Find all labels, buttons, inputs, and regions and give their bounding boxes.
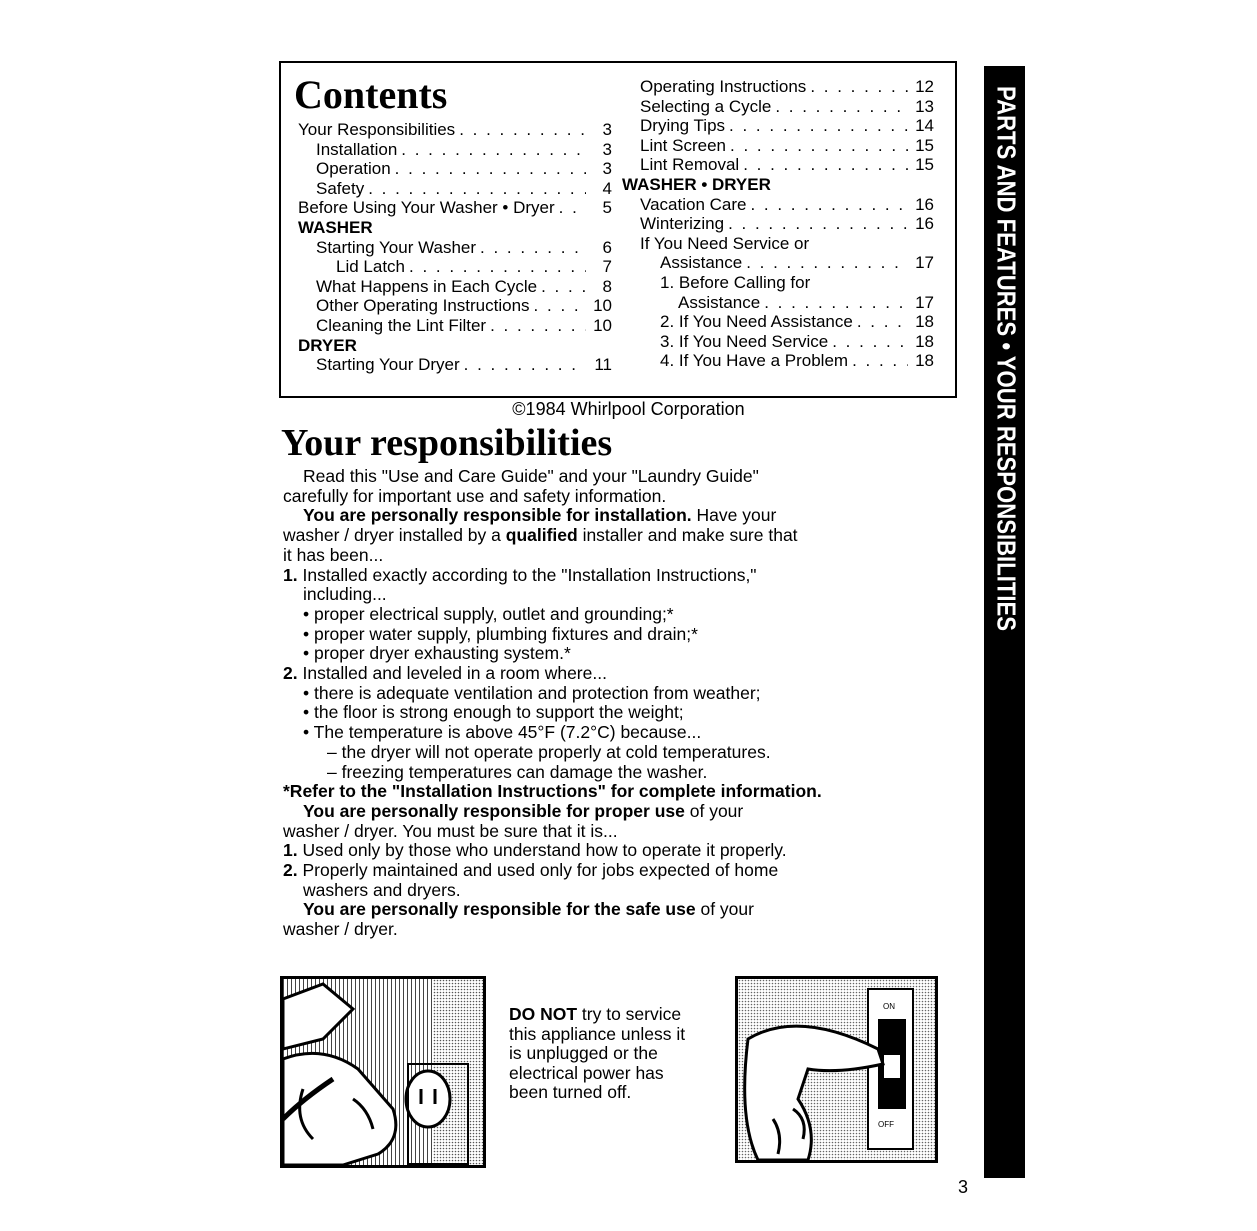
warning-line bbox=[509, 1025, 685, 1045]
text-segment: it has been... bbox=[283, 544, 384, 565]
toc-entry-title: Starting Your Washer bbox=[316, 237, 477, 257]
toc-leader-dots bbox=[534, 296, 586, 316]
switch-off-label: OFF bbox=[878, 1120, 894, 1129]
text-segment: of your bbox=[695, 899, 754, 920]
text-segment: Installed and leveled in a room where... bbox=[297, 663, 607, 683]
toc-leader-dots bbox=[368, 179, 586, 199]
toc-leader-dots bbox=[401, 140, 586, 160]
text-segment: washers and dryers. bbox=[303, 879, 461, 900]
paragraph-line bbox=[303, 899, 754, 919]
switch-on-label: ON bbox=[883, 1002, 895, 1011]
toc-entry bbox=[316, 179, 612, 199]
text-segment: Used only by those who understand how to operate it properly. bbox=[297, 840, 787, 861]
toc-entry-page: 7 bbox=[602, 257, 612, 277]
text-segment: DO NOT bbox=[509, 1004, 578, 1024]
paragraph-line bbox=[303, 584, 387, 604]
toc-leader-dots bbox=[409, 257, 586, 277]
toc-entry bbox=[316, 159, 612, 179]
toc-leader-dots bbox=[775, 97, 908, 117]
power-switch-icon bbox=[738, 979, 935, 1160]
paragraph-line bbox=[283, 486, 666, 506]
text-segment: of your bbox=[684, 800, 744, 821]
toc-entry-page: 14 bbox=[915, 116, 934, 136]
toc-leader-dots bbox=[728, 214, 908, 234]
paragraph-line bbox=[303, 702, 684, 722]
toc-entry bbox=[298, 336, 612, 356]
toc-leader-dots bbox=[743, 155, 908, 175]
toc-leader-dots bbox=[490, 316, 586, 336]
toc-entry-page: 12 bbox=[915, 77, 934, 96]
text-segment: this appliance unless it bbox=[509, 1023, 686, 1044]
toc-entry-page: 18 bbox=[915, 351, 934, 371]
text-segment: – freezing temperatures can damage the washer. bbox=[327, 761, 708, 782]
contents-title: Contents bbox=[294, 72, 448, 117]
toc-entry-title: Drying Tips bbox=[640, 116, 726, 136]
toc-entry-title: 1. Before Calling for bbox=[660, 273, 811, 292]
toc-entry-title: Vacation Care bbox=[640, 194, 747, 214]
toc-entry-title: Lint Screen bbox=[640, 135, 726, 155]
paragraph-line bbox=[283, 840, 787, 860]
paragraph-line bbox=[303, 801, 743, 821]
text-segment: 2. bbox=[283, 860, 298, 880]
toc-entry-page: 18 bbox=[915, 331, 934, 351]
toc-entry bbox=[640, 97, 934, 117]
paragraph-line bbox=[303, 466, 759, 486]
toc-leader-dots bbox=[464, 355, 586, 375]
toc-entry-title: Lid Latch bbox=[336, 257, 405, 277]
toc-leader-dots bbox=[480, 238, 586, 258]
toc-entry bbox=[660, 312, 934, 332]
toc-entry-page: 16 bbox=[915, 194, 934, 214]
toc-entry bbox=[640, 77, 934, 97]
text-segment: • the floor is strong enough to support the weight; bbox=[303, 702, 684, 723]
toc-entry-page: 5 bbox=[602, 198, 612, 218]
text-segment: • proper dryer exhausting system.* bbox=[303, 643, 571, 664]
toc-leader-dots bbox=[395, 159, 586, 179]
toc-entry bbox=[640, 136, 934, 156]
toc-entry bbox=[640, 116, 934, 136]
text-segment: You are personally responsible for installation. bbox=[303, 505, 692, 526]
toc-entry bbox=[298, 198, 612, 218]
text-segment: try to service bbox=[577, 1004, 682, 1024]
toc-entry-page: 3 bbox=[602, 120, 612, 139]
toc-leader-dots bbox=[459, 120, 586, 140]
toc-leader-dots bbox=[832, 332, 908, 352]
toc-entry bbox=[660, 351, 934, 371]
text-segment: • The temperature is above 45°F (7.2°C) because... bbox=[303, 722, 702, 743]
toc-leader-dots bbox=[750, 195, 908, 215]
toc-leader-dots bbox=[730, 136, 908, 156]
text-segment: washer / dryer. bbox=[283, 919, 398, 940]
toc-entry bbox=[298, 218, 612, 238]
paragraph-line bbox=[283, 821, 618, 841]
toc-entry-title: If You Need Service or bbox=[640, 233, 810, 253]
text-segment: • proper electrical supply, outlet and grounding;* bbox=[303, 603, 674, 624]
text-segment: Read this "Use and Care Guide" and your "Laundry Guide" bbox=[303, 466, 759, 486]
paragraph-line bbox=[303, 643, 571, 663]
paragraph-line bbox=[327, 742, 771, 762]
toc-entry bbox=[678, 293, 934, 313]
toc-entry-title: Before Using Your Washer • Dryer bbox=[298, 198, 555, 218]
text-segment: installer and make sure that bbox=[577, 525, 798, 546]
toc-entry bbox=[640, 234, 934, 254]
toc-entry-title: Installation bbox=[316, 139, 398, 159]
toc-entry-page: 8 bbox=[602, 276, 612, 296]
side-tab bbox=[984, 66, 1025, 1178]
toc-entry-title: Assistance bbox=[678, 292, 761, 312]
toc-entry-title: Other Operating Instructions bbox=[316, 296, 530, 316]
toc-entry bbox=[640, 195, 934, 215]
text-segment: • proper water supply, plumbing fixtures and drain;* bbox=[303, 623, 698, 644]
text-segment: is unplugged or the bbox=[509, 1043, 658, 1063]
toc-entry-title: Safety bbox=[316, 178, 365, 198]
toc-entry-page: 15 bbox=[915, 155, 934, 175]
toc-entry-page: 11 bbox=[594, 355, 612, 375]
text-segment: washer / dryer. You must be sure that it is... bbox=[283, 820, 618, 841]
warning-line bbox=[509, 1083, 685, 1103]
paragraph-line bbox=[303, 880, 461, 900]
toc-entry bbox=[316, 296, 612, 316]
toc-entry-page: 16 bbox=[915, 214, 934, 234]
toc-entry-page: 13 bbox=[915, 96, 934, 116]
toc-entry-title: 4. If You Have a Problem bbox=[660, 351, 849, 371]
text-segment: 1. bbox=[283, 840, 298, 861]
toc-leader-dots bbox=[729, 116, 908, 136]
toc-entry-page: 3 bbox=[602, 139, 612, 159]
toc-entry-title: WASHER • DRYER bbox=[622, 175, 771, 194]
toc-entry-page: 10 bbox=[593, 316, 612, 335]
text-segment: carefully for important use and safety information. bbox=[283, 485, 667, 506]
toc-entry-title: Your Responsibilities bbox=[298, 120, 456, 139]
toc-entry-title: 2. If You Need Assistance bbox=[660, 312, 853, 332]
toc-entry-title: Lint Removal bbox=[640, 155, 740, 175]
page-number: 3 bbox=[958, 1177, 969, 1197]
paragraph-line bbox=[327, 762, 707, 782]
paragraph-line bbox=[283, 525, 798, 545]
toc-entry bbox=[316, 355, 612, 375]
text-segment: Properly maintained and used only for jobs expected of home bbox=[297, 860, 779, 880]
text-segment: You are personally responsible for proper use bbox=[303, 800, 685, 821]
toc-entry bbox=[660, 332, 934, 352]
toc-entry-page: 3 bbox=[602, 159, 612, 179]
text-segment: • there is adequate ventilation and protection from weather; bbox=[303, 682, 761, 703]
toc-entry-page: 17 bbox=[915, 292, 934, 312]
toc-entry-page: 18 bbox=[915, 312, 934, 332]
paragraph-line bbox=[283, 663, 607, 683]
paragraph-line bbox=[283, 545, 383, 565]
toc-entry bbox=[316, 277, 612, 297]
toc-entry bbox=[336, 257, 612, 277]
toc-entry bbox=[298, 120, 612, 140]
warning-line bbox=[509, 1064, 685, 1084]
toc-leader-dots bbox=[541, 277, 586, 297]
toc-entry bbox=[660, 273, 934, 293]
toc-leader-dots bbox=[764, 293, 908, 313]
toc-entry-title: DRYER bbox=[298, 335, 357, 355]
toc-entry-title: Operating Instructions bbox=[640, 77, 807, 96]
text-segment: Installed exactly according to the "Installation Instructions," bbox=[297, 564, 757, 585]
text-segment: electrical power has bbox=[509, 1062, 664, 1083]
toc-entry-title: WASHER bbox=[298, 218, 373, 237]
text-segment: qualified bbox=[505, 525, 578, 546]
paragraph-line bbox=[303, 683, 761, 703]
toc-entry bbox=[640, 214, 934, 234]
toc-entry-title: 3. If You Need Service bbox=[660, 331, 829, 351]
toc-entry-page: 6 bbox=[602, 237, 612, 257]
text-segment: 1. bbox=[283, 564, 298, 585]
side-tab-label bbox=[984, 66, 1025, 1178]
toc-leader-dots bbox=[857, 312, 908, 332]
toc-leader-dots bbox=[559, 198, 586, 218]
text-segment: Have your bbox=[691, 505, 777, 526]
paragraph-line bbox=[303, 604, 674, 624]
toc-entry-page: 17 bbox=[915, 253, 934, 273]
warning-line bbox=[509, 1044, 685, 1064]
svg-text:PARTS AND FEATURES • YOUR RESP: PARTS AND FEATURES • YOUR RESPONSIBILITIES bbox=[991, 86, 1020, 715]
paragraph-line bbox=[303, 722, 701, 742]
toc-entry-title: Selecting a Cycle bbox=[640, 96, 772, 116]
power-switch-illustration bbox=[735, 976, 938, 1163]
paragraph-line bbox=[303, 505, 776, 525]
toc-leader-dots bbox=[852, 351, 908, 371]
plug-hand-icon bbox=[283, 979, 483, 1165]
toc-entry-title: Assistance bbox=[660, 253, 743, 273]
toc-entry-title: Operation bbox=[316, 159, 391, 179]
text-segment: You are personally responsible for the safe use bbox=[303, 899, 696, 920]
paragraph-line bbox=[283, 565, 757, 585]
responsibilities-heading: Your responsibilities bbox=[281, 422, 613, 464]
text-segment: including... bbox=[303, 584, 387, 605]
paragraph-line bbox=[283, 860, 778, 880]
text-segment: 2. bbox=[283, 663, 298, 683]
toc-entry-title: Winterizing bbox=[640, 214, 725, 234]
text-segment: washer / dryer installed by a bbox=[283, 525, 506, 546]
toc-leader-dots bbox=[746, 253, 908, 273]
text-segment: – the dryer will not operate properly at cold temperatures. bbox=[327, 741, 771, 762]
text-segment: been turned off. bbox=[509, 1082, 632, 1102]
toc-entry bbox=[316, 140, 612, 160]
toc-entry-title: Cleaning the Lint Filter bbox=[316, 316, 487, 335]
toc-entry bbox=[622, 175, 934, 195]
toc-entry-title: Starting Your Dryer bbox=[316, 355, 460, 375]
service-warning bbox=[509, 1005, 685, 1103]
toc-entry bbox=[316, 316, 612, 336]
toc-leader-dots bbox=[810, 77, 908, 97]
toc-entry bbox=[640, 155, 934, 175]
paragraph-line bbox=[283, 781, 822, 801]
toc-entry-page: 10 bbox=[593, 296, 612, 316]
warning-line bbox=[509, 1005, 685, 1025]
paragraph-line bbox=[283, 919, 398, 939]
text-segment: *Refer to the "Installation Instructions" for complete information. bbox=[283, 781, 822, 802]
toc-entry-page: 4 bbox=[602, 178, 612, 198]
toc-entry-page: 15 bbox=[915, 135, 934, 155]
unplugging-illustration bbox=[280, 976, 486, 1168]
copyright-notice: ©1984 Whirlpool Corporation bbox=[512, 399, 745, 419]
toc-entry-title: What Happens in Each Cycle bbox=[316, 276, 538, 296]
paragraph-line bbox=[303, 624, 698, 644]
toc-entry bbox=[316, 238, 612, 258]
toc-entry bbox=[660, 253, 934, 273]
